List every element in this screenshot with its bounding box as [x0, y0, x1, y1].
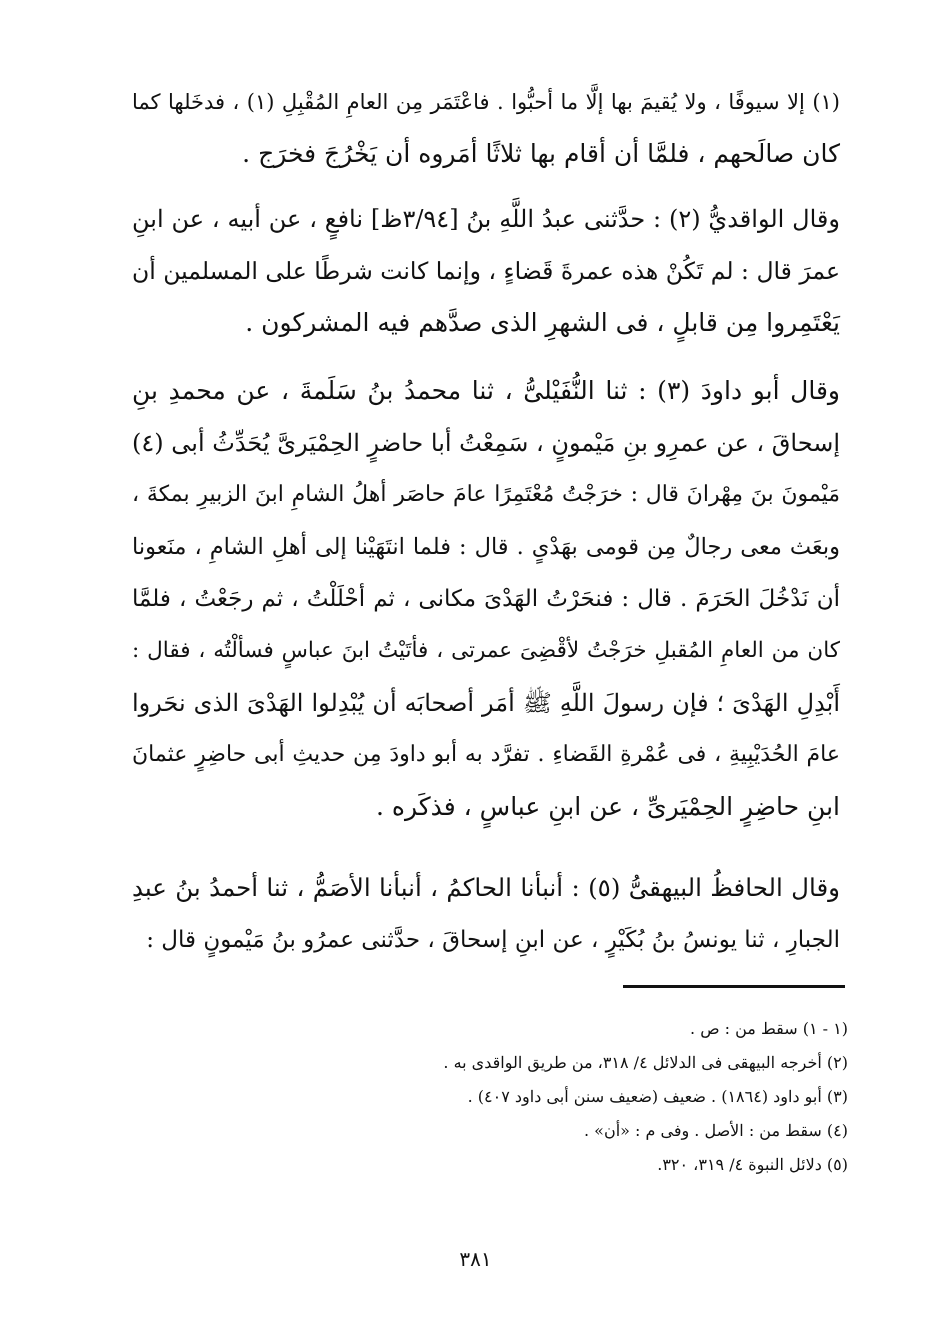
paragraph-3 — [132, 365, 840, 833]
paragraph-2 — [132, 193, 840, 349]
footnote-2: (٢) أخرجه البيهقى فى الدلائل ٤/ ٣١٨، من طريق الواقدى به . — [443, 1053, 848, 1072]
text-line: عمرَ قال : لم تَكُنْ هذه عمرةَ قَضاءٍ ، وإنما كانت شرطًا على المسلمين أن — [132, 257, 840, 285]
text-line: مَيْمونَ بنَ مِهْرانَ قال : خرَجْتُ مُعْتَمِرًا عامَ حاصَر أهلُ الشامِ ابنَ الزبيرِ بمكةَ ، — [132, 482, 840, 507]
text-line: أَبْدِلِ الهَدْىَ ؛ فإن رسولَ اللَّهِ ﷺ أمَر أصحابَه أن يُبْدِلوا الهَدْىَ الذى نحَروا — [132, 689, 840, 717]
footnote-1: (١ - ١) سقط من : ص . — [690, 1019, 848, 1038]
text-line: يَعْتَمِروا مِن قابلٍ ، فى الشهرِ الذى صدَّهم فيه المشركون . — [245, 308, 840, 337]
footnotes — [300, 1012, 848, 1182]
footnote-3: (٣) أبو داود (١٨٦٤) . ضعيف (ضعيف سنن أبى داود ٤٠٧) . — [467, 1087, 848, 1106]
text-line: وقال الحافظُ البيهقىُّ (٥) : أنبأنا الحاكمُ ، أنبأنا الأصَمُّ ، ثنا أحمدُ بنُ عبدِ — [132, 873, 840, 902]
text-line: الجبارِ ، ثنا يونسُ بنُ بُكَيْرٍ ، عن ابنِ إسحاقَ ، حدَّثنى عمرُو بنُ مَيْمونٍ قال : — [146, 927, 840, 953]
paragraph-4 — [132, 862, 840, 966]
text-line: كان من العامِ المُقبلِ خرَجْتُ لأقْضِىَ عمرتى ، فأتَيْتُ ابنَ عباسٍ فسألْتُه ، فقال : — [132, 638, 840, 663]
footnote-4: (٤) سقط من : الأصل . وفى م : «أن» . — [584, 1121, 848, 1140]
text-line: (١) إلا سيوفًا ، ولا يُقيمَ بها إلَّا ما أحبُّوا . فاعْتَمَر مِن العامِ المُقْبِلِ (١) ، فدخَلها كما — [132, 90, 840, 114]
footnote-separator — [623, 985, 845, 988]
page-number: ٣٨١ — [459, 1247, 492, 1271]
text-line: إسحاقَ ، عن عمرِو بنِ مَيْمونٍ ، سَمِعْتُ أبا حاضرٍ الحِمْيَرىَّ يُحَدِّثُ أبى (٤) — [132, 429, 840, 457]
text-line: كان صالَحهم ، فلمَّا أن أقام بها ثلاثًا أمَروه أن يَخْرُجَ فخرَج . — [242, 139, 840, 168]
text-line: أن نَدْخُلَ الحَرَمَ . قال : فنحَرْتُ الهَدْىَ مكانى ، ثم أحْلَلْتُ ، ثم رجَعْتُ ، فلمَّا — [132, 586, 840, 612]
paragraph-1 — [132, 76, 840, 180]
text-line: ابنِ حاضِرٍ الحِمْيَرىِّ ، عن ابنِ عباسٍ ، فذكَره . — [375, 792, 840, 821]
text-line: عامَ الحُدَيْبِيةِ ، فى عُمْرةِ القَضاءِ . تفرَّد به أبو داودَ مِن حديثِ أبى حاضِرٍ عثمانَ — [132, 742, 840, 767]
footnote-5: (٥) دلائل النبوة ٤/ ٣١٩، ٣٢٠. — [657, 1155, 848, 1174]
text-line: وبعَث معى رجالٌ مِن قومى بهَدْىٍ . قال : فلما انتَهَيْنا إلى أهلِ الشامِ ، منَعونا — [132, 534, 840, 560]
text-line: وقال الواقديُّ (٢) : حدَّثنى عبدُ اللَّهِ بنُ [٣/٩٤ظ] نافعٍ ، عن أبيه ، عن ابنِ — [132, 205, 840, 233]
text-line: وقال أبو داودَ (٣) : ثنا النُّفَيْلىُّ ، ثنا محمدُ بنُ سَلَمةَ ، عن محمدِ بنِ — [132, 376, 840, 405]
